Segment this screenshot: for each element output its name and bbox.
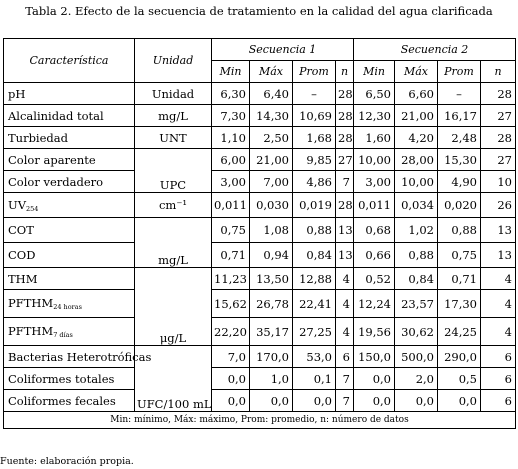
cell: 4 [481,290,516,318]
cell: 3,00 [212,171,250,193]
cell: 0,1 [293,368,336,390]
cell: 4 [481,318,516,346]
row-name: THM [4,268,135,290]
cell: 28 [481,127,516,149]
cell: 0,030 [250,193,293,218]
cell: 4,20 [395,127,438,149]
cell: 10,69 [293,105,336,127]
cell: 0,94 [250,243,293,268]
row-unit: mg/L [135,105,212,127]
row-name-sub: 7 días [53,331,73,339]
cell: 13,50 [250,268,293,290]
data-table-container [3,38,515,429]
cell: 28 [336,193,354,218]
unit-mgl: mg/L [158,253,188,267]
row-name: pH [4,83,135,105]
row-name: Color verdadero [4,171,135,193]
row-unit [135,218,212,268]
cell: 6,00 [212,149,250,171]
cell: 6,60 [395,83,438,105]
table-row [4,127,516,149]
row-unit: UNT [135,127,212,149]
cell: 9,85 [293,149,336,171]
cell: 13 [336,218,354,243]
header-n: n [336,61,354,83]
cell: 3,00 [354,171,395,193]
cell: 21,00 [395,105,438,127]
cell: 22,41 [293,290,336,318]
row-name: COD [4,243,135,268]
cell: 0,75 [212,218,250,243]
cell: 15,30 [438,149,481,171]
cell: 28 [336,127,354,149]
cell: 12,30 [354,105,395,127]
row-name-text: UV [8,197,26,212]
row-name-text: PFTHM [8,324,54,338]
cell: 6 [481,346,516,368]
cell: 7 [336,368,354,390]
cell: 0,020 [438,193,481,218]
cell: 4 [481,268,516,290]
cell: 24,25 [438,318,481,346]
table-row [4,346,516,368]
cell: 0,88 [293,218,336,243]
table-row [4,193,516,218]
row-name [4,290,135,318]
cell: 12,88 [293,268,336,290]
cell: 12,24 [354,290,395,318]
table-row [4,218,516,243]
table-row [4,149,516,171]
row-name: Color aparente [4,149,135,171]
header-prom: Prom [438,61,481,83]
cell: 1,0 [250,368,293,390]
cell: 6,50 [354,83,395,105]
cell: 1,08 [250,218,293,243]
row-unit [135,149,212,193]
row-name: Alcalinidad total [4,105,135,127]
cell: 2,48 [438,127,481,149]
cell: 27 [336,149,354,171]
row-unit: cm⁻¹ [135,193,212,218]
cell: 27 [481,105,516,127]
cell: 2,50 [250,127,293,149]
cell: 27,25 [293,318,336,346]
cell: 4 [336,268,354,290]
cell: 0,71 [212,243,250,268]
table-row [4,368,516,390]
row-name: Bacterias Heterotróficas [4,346,135,368]
cell: 6 [481,390,516,412]
cell: 0,75 [438,243,481,268]
cell: 19,56 [354,318,395,346]
table-row [4,390,516,412]
table-row [4,290,516,318]
cell: 53,0 [293,346,336,368]
cell: 0,66 [354,243,395,268]
header-row-1 [4,39,516,61]
cell: 0,84 [293,243,336,268]
cell: 6,40 [250,83,293,105]
table-row [4,171,516,193]
cell: 11,23 [212,268,250,290]
cell: 4 [336,290,354,318]
cell: 35,17 [250,318,293,346]
row-unit: Unidad [135,83,212,105]
cell: 17,30 [438,290,481,318]
water-quality-table [3,38,516,429]
cell: 0,0 [438,390,481,412]
cell: 26 [481,193,516,218]
cell: 0,0 [293,390,336,412]
header-min: Min [212,61,250,83]
cell: 0,52 [354,268,395,290]
cell: 23,57 [395,290,438,318]
cell: 10,00 [354,149,395,171]
cell: 28 [336,105,354,127]
cell: 16,17 [438,105,481,127]
row-unit [135,268,212,346]
cell: 170,0 [250,346,293,368]
table-source: Fuente: elaboración propia. [0,456,134,467]
table-legend: Min: mínimo, Máx: máximo, Prom: promedio, n: número de datos [4,412,516,429]
cell: 27 [481,149,516,171]
header-unidad: Unidad [135,39,212,83]
cell: 6 [336,346,354,368]
cell: 0,88 [438,218,481,243]
unit-ugl: μg/L [159,331,187,345]
cell: 0,0 [212,390,250,412]
cell: 22,20 [212,318,250,346]
cell: 28,00 [395,149,438,171]
cell: 26,78 [250,290,293,318]
header-prom: Prom [293,61,336,83]
cell: 0,84 [395,268,438,290]
cell: 0,0 [354,368,395,390]
table-title: Tabla 2. Efecto de la secuencia de tratamiento en la calidad del agua clarificada [25,4,493,18]
cell: 2,0 [395,368,438,390]
row-name-sub: 24 horas [53,303,82,311]
unit-upc: UPC [159,178,187,192]
table-row [4,83,516,105]
cell: 290,0 [438,346,481,368]
cell: 0,019 [293,193,336,218]
cell: 28 [481,83,516,105]
cell: 4,86 [293,171,336,193]
row-name [4,318,135,346]
cell: 0,0 [395,390,438,412]
cell: 6,30 [212,83,250,105]
header-max: Máx [395,61,438,83]
cell: 13 [336,243,354,268]
table-row [4,268,516,290]
cell: 150,0 [354,346,395,368]
header-max: Máx [250,61,293,83]
cell: 0,71 [438,268,481,290]
cell: 21,00 [250,149,293,171]
cell: 7 [336,171,354,193]
cell: 0,011 [212,193,250,218]
cell: 13 [481,218,516,243]
unit-ufc: UFC/100 mL [137,397,212,411]
header-caracteristica: Característica [4,39,135,83]
cell: 1,02 [395,218,438,243]
row-name-sub: 254 [26,204,39,213]
cell: 1,68 [293,127,336,149]
cell: 7,00 [250,171,293,193]
row-name-text: PFTHM [8,296,54,310]
row-name: Turbiedad [4,127,135,149]
cell: 0,0 [354,390,395,412]
cell: – [438,83,481,105]
row-name: Coliformes fecales [4,390,135,412]
cell: 1,10 [212,127,250,149]
cell: 7 [336,390,354,412]
header-secuencia-2: Secuencia 2 [354,39,516,61]
table-row [4,318,516,346]
row-name [4,193,135,218]
cell: 7,0 [212,346,250,368]
row-name: Coliformes totales [4,368,135,390]
table-row [4,105,516,127]
cell: – [293,83,336,105]
cell: 4,90 [438,171,481,193]
cell: 4 [336,318,354,346]
cell: 0,5 [438,368,481,390]
cell: 500,0 [395,346,438,368]
header-n: n [481,61,516,83]
cell: 0,011 [354,193,395,218]
cell: 6 [481,368,516,390]
cell: 13 [481,243,516,268]
cell: 1,60 [354,127,395,149]
cell: 0,034 [395,193,438,218]
cell: 0,0 [250,390,293,412]
header-min: Min [354,61,395,83]
cell: 14,30 [250,105,293,127]
cell: 0,0 [212,368,250,390]
cell: 10 [481,171,516,193]
table-row [4,243,516,268]
cell: 15,62 [212,290,250,318]
cell: 28 [336,83,354,105]
cell: 10,00 [395,171,438,193]
cell: 30,62 [395,318,438,346]
cell: 7,30 [212,105,250,127]
row-name: COT [4,218,135,243]
header-secuencia-1: Secuencia 1 [212,39,354,61]
cell: 0,68 [354,218,395,243]
cell: 0,88 [395,243,438,268]
legend-row [4,412,516,429]
